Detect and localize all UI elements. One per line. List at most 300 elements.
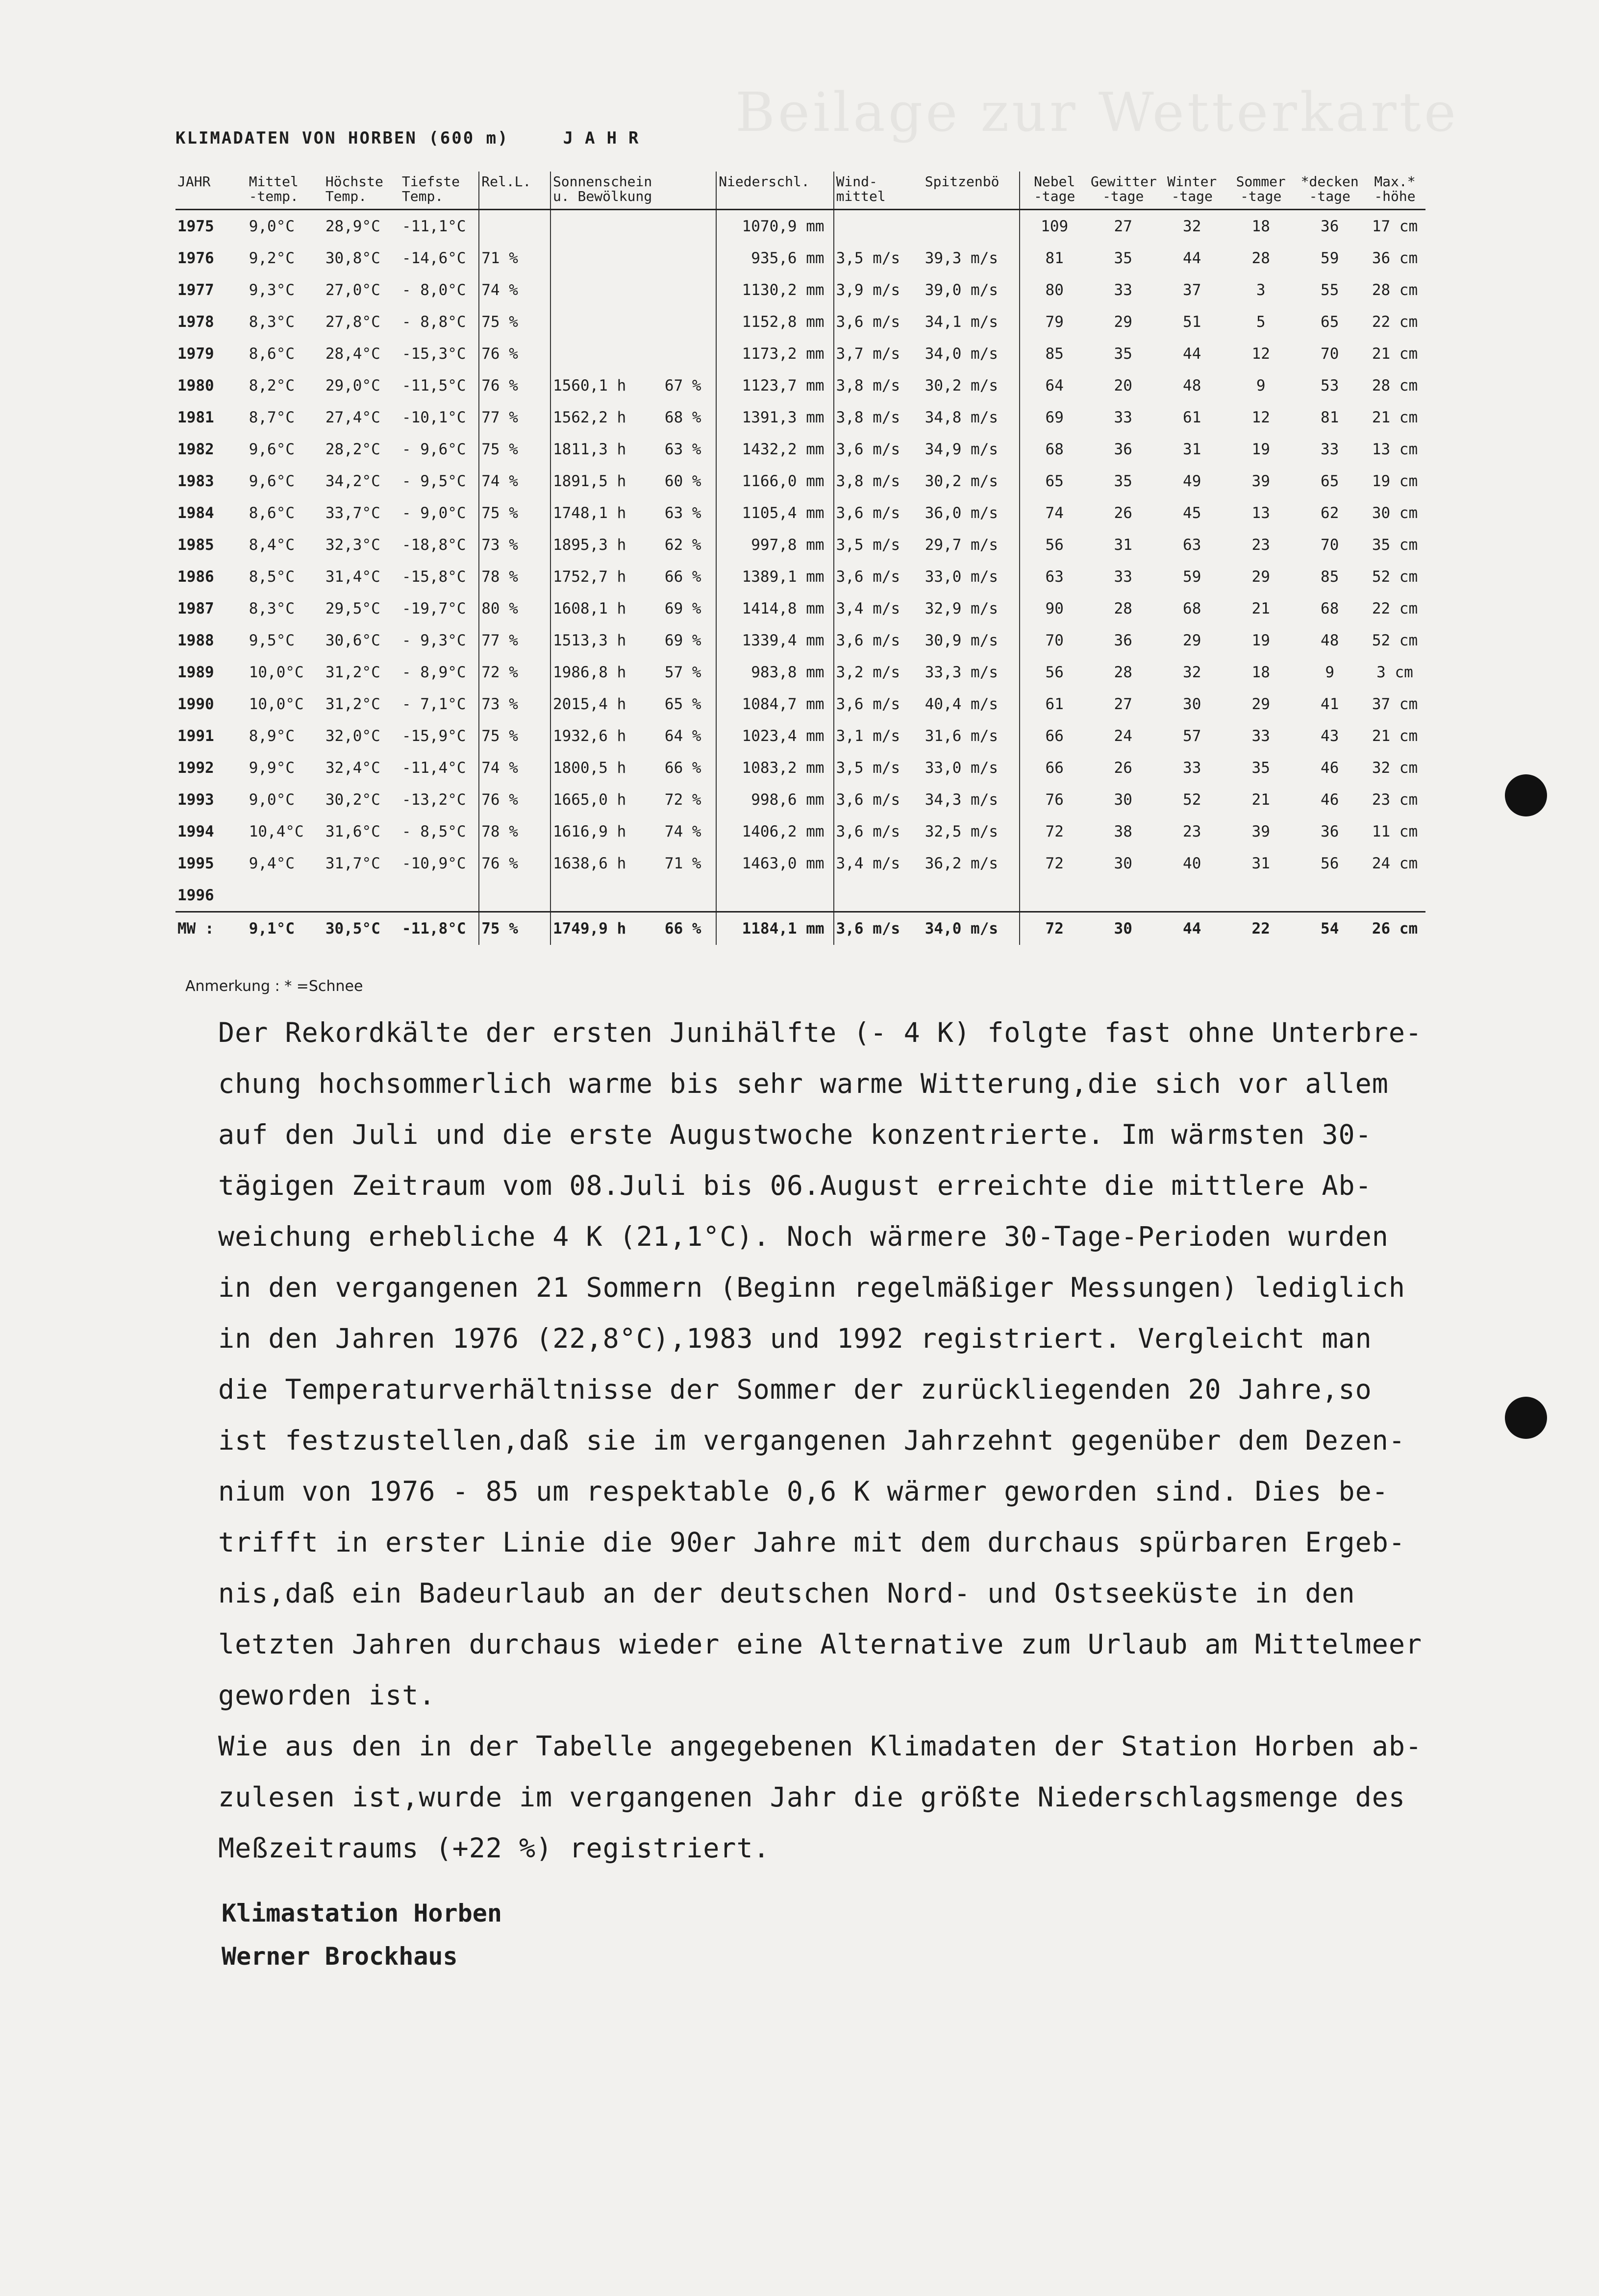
cell-fog: 72: [1045, 822, 1064, 840]
cell-rh: 75 %: [479, 306, 550, 338]
cell-max: 30,6°C: [325, 631, 380, 649]
column-header-line: -tage: [1240, 188, 1282, 204]
cell-snow: 46: [1321, 790, 1339, 809]
cell-summer: 9: [1256, 376, 1266, 395]
cell-wind: [834, 210, 923, 243]
cell-min: -14,6°C: [400, 242, 479, 274]
cell-cloud: 63 %: [663, 433, 716, 465]
cell-wind: 3,5 m/s: [836, 536, 900, 554]
table-row: [175, 210, 1425, 243]
cell-max: 28,9°C: [325, 217, 380, 235]
cell-mean: 8,5°C: [249, 568, 295, 586]
cell-snow: 46: [1321, 759, 1339, 777]
cell-cloud: 60 %: [663, 465, 716, 497]
column-header: [1089, 172, 1158, 210]
column-header-line: u. Bewölkung: [552, 188, 652, 204]
cell-mean: 10,0°C: [249, 695, 304, 713]
cell-min: - 7,1°C: [400, 688, 479, 720]
cell-sun: 1562,2 h: [552, 408, 626, 426]
cell-precip: 1389,1 mm: [716, 561, 833, 593]
table-row: [175, 624, 1425, 656]
cell-max: 34,2°C: [325, 472, 380, 490]
cell-winter: 31: [1183, 440, 1201, 458]
column-header-line: Höchste: [325, 173, 383, 190]
cell-gust: 34,3 m/s: [923, 784, 1020, 815]
cell-mean: 8,6°C: [249, 345, 295, 363]
cell-rh: 80 %: [479, 593, 550, 624]
cell-max: 27,4°C: [325, 408, 380, 426]
cell-min: -19,7°C: [400, 593, 479, 624]
mean-row: [175, 912, 1425, 945]
table-row: [175, 497, 1425, 529]
cell-max: 32,0°C: [325, 727, 380, 745]
cell-winter: 33: [1183, 759, 1201, 777]
cell-winter: 59: [1183, 568, 1201, 586]
text-line: in den Jahren 1976 (22,8°C),1983 und 1992 registriert. Vergleicht man: [218, 1323, 1372, 1354]
cell-snow: 62: [1321, 504, 1339, 522]
cell-snow: 36: [1321, 217, 1339, 235]
cell-precip: 1173,2 mm: [716, 338, 833, 370]
cell-snow: 9: [1325, 663, 1335, 681]
cell-snow: 41: [1321, 695, 1339, 713]
cell-snow: 55: [1321, 281, 1339, 299]
cell-min: -13,2°C: [400, 784, 479, 815]
cell-gust: 34,1 m/s: [923, 306, 1020, 338]
column-header-line: -temp.: [249, 188, 299, 204]
cell-gust: [923, 210, 1020, 243]
table-title: [175, 128, 650, 148]
cell-year: 1979: [177, 345, 214, 363]
cell-summer: 28: [1251, 249, 1270, 267]
text-line: die Temperaturverhältnisse der Sommer der zurückliegenden 20 Jahre,so: [218, 1374, 1372, 1405]
table-row: [175, 752, 1425, 784]
cell-wind: 3,8 m/s: [836, 408, 900, 426]
cell-gust: 30,2 m/s: [923, 370, 1020, 401]
cell-wind: 3,6 m/s: [836, 440, 900, 458]
cell-mean: 8,3°C: [249, 599, 295, 617]
cell-snow: 53: [1321, 376, 1339, 395]
cell-fog: 61: [1045, 695, 1064, 713]
cell-gust: 39,0 m/s: [923, 274, 1020, 306]
cell-year: 1984: [177, 504, 214, 522]
column-header-line: -tage: [1309, 188, 1350, 204]
cell-year: 1995: [177, 854, 214, 872]
column-header-line: -tage: [1171, 188, 1213, 204]
cell-thunder: 26: [1114, 759, 1132, 777]
cell-mean: 9,0°C: [249, 790, 295, 809]
cell-winter: 23: [1183, 822, 1201, 840]
cell-summer: 23: [1251, 536, 1270, 554]
cell-snowmax: 13 cm: [1372, 440, 1418, 458]
cell-snowmax: 22 cm: [1372, 313, 1418, 331]
cell-year: 1987: [177, 599, 214, 617]
cell-fog: 69: [1045, 408, 1064, 426]
cell-max: 30,5°C: [324, 912, 400, 945]
cell-sun: 1811,3 h: [552, 440, 626, 458]
cell-year: 1980: [177, 376, 214, 395]
cell-year: 1975: [177, 217, 214, 235]
cell-mean: 8,2°C: [249, 376, 295, 395]
cell-summer: 13: [1251, 504, 1270, 522]
cell-mean: 9,5°C: [249, 631, 295, 649]
cell-snow: 81: [1321, 408, 1339, 426]
cell-cloud: [663, 306, 716, 338]
cell-snow: 68: [1321, 599, 1339, 617]
cell-year: 1994: [177, 822, 214, 840]
cell-sun: 1752,7 h: [552, 568, 626, 586]
cell-sun: 1749,9 h: [550, 912, 663, 945]
cell-thunder: 30: [1114, 790, 1132, 809]
body-text: [218, 1007, 1423, 1874]
cell-cloud: 57 %: [663, 656, 716, 688]
cell-cloud: 66 %: [663, 912, 716, 945]
cell-precip: 997,8 mm: [716, 529, 833, 561]
text-line: tägigen Zeitraum vom 08.Juli bis 06.August erreichte die mittlere Ab-: [218, 1170, 1372, 1201]
column-header-line: Mittel: [249, 173, 299, 190]
cell-thunder: [1089, 879, 1158, 912]
cell-mean: 8,9°C: [249, 727, 295, 745]
cell-fog: 109: [1041, 217, 1069, 235]
cell-thunder: 27: [1114, 217, 1132, 235]
cell-year: 1996: [177, 886, 214, 904]
column-header-line: -tage: [1034, 188, 1075, 204]
cell-sun: [550, 338, 663, 370]
column-header-line: Gewitter: [1090, 173, 1157, 190]
cell-precip: 1084,7 mm: [716, 688, 833, 720]
cell-wind: [834, 879, 923, 912]
climate-table: [175, 172, 1425, 945]
cell-year: 1991: [177, 727, 214, 745]
text-line: nium von 1976 - 85 um respektable 0,6 K wärmer geworden sind. Dies be-: [218, 1476, 1389, 1507]
cell-precip: 1023,4 mm: [716, 720, 833, 752]
cell-winter: 44: [1183, 249, 1201, 267]
cell-winter: 40: [1183, 854, 1201, 872]
cell-summer: 21: [1251, 790, 1270, 809]
column-header-line: JAHR: [177, 173, 211, 190]
cell-wind: 3,5 m/s: [836, 249, 900, 267]
cell-rh: 75 %: [479, 720, 550, 752]
cell-snowmax: 52 cm: [1372, 568, 1418, 586]
cell-snowmax: 32 cm: [1372, 759, 1418, 777]
cell-precip: 1123,7 mm: [716, 370, 833, 401]
punch-hole-icon: [1505, 1397, 1547, 1439]
cell-fog: [1020, 879, 1089, 912]
cell-wind: 3,2 m/s: [836, 663, 900, 681]
cell-snowmax: 36 cm: [1372, 249, 1418, 267]
cell-wind: 3,6 m/s: [836, 695, 900, 713]
cell-summer: 3: [1256, 281, 1266, 299]
column-header-line: Temp.: [401, 188, 444, 204]
cell-wind: 3,1 m/s: [836, 727, 900, 745]
cell-wind: 3,6 m/s: [836, 631, 900, 649]
cell-mean: 9,2°C: [249, 249, 295, 267]
cell-max: 32,3°C: [325, 536, 380, 554]
cell-sun: 1891,5 h: [552, 472, 626, 490]
table-row: [175, 529, 1425, 561]
cell-sun: [550, 879, 663, 912]
cell-wind: 3,6 m/s: [836, 790, 900, 809]
column-header-line: Tiefste: [401, 173, 460, 190]
cell-fog: 68: [1045, 440, 1064, 458]
text-line: auf den Juli und die erste Augustwoche konzentrierte. Im wärmsten 30-: [218, 1119, 1372, 1150]
cell-year: 1992: [177, 759, 214, 777]
table-row: [175, 401, 1425, 433]
cell-max: 31,4°C: [325, 568, 380, 586]
cell-sun: [550, 306, 663, 338]
cell-min: -11,5°C: [400, 370, 479, 401]
cell-min: -18,8°C: [400, 529, 479, 561]
cell-gust: 36,2 m/s: [923, 847, 1020, 879]
cell-precip: 1463,0 mm: [716, 847, 833, 879]
cell-rh: [479, 210, 550, 243]
cell-year: 1989: [177, 663, 214, 681]
cell-rh: 76 %: [479, 338, 550, 370]
cell-precip: 998,6 mm: [716, 784, 833, 815]
cell-fog: 81: [1045, 249, 1064, 267]
cell-mean: 10,0°C: [249, 663, 304, 681]
text-line: zulesen ist,wurde im vergangenen Jahr die größte Niederschlagsmenge des: [218, 1781, 1406, 1813]
cell-summer: [1226, 879, 1296, 912]
cell-fog: 79: [1045, 313, 1064, 331]
cell-gust: 30,2 m/s: [923, 465, 1020, 497]
cell-snowmax: 28 cm: [1372, 376, 1418, 395]
cell-sun: 1665,0 h: [552, 790, 626, 809]
cell-year: 1976: [177, 249, 214, 267]
cell-max: 33,7°C: [325, 504, 380, 522]
cell-summer: 39: [1251, 822, 1270, 840]
cell-snowmax: 19 cm: [1372, 472, 1418, 490]
cell-min: - 9,3°C: [400, 624, 479, 656]
text-line: trifft in erster Linie die 90er Jahre mit dem durchaus spürbaren Ergeb-: [218, 1527, 1406, 1558]
cell-rh: 75 %: [479, 433, 550, 465]
cell-thunder: 38: [1114, 822, 1132, 840]
cell-snow: 59: [1321, 249, 1339, 267]
column-header: [400, 172, 479, 210]
cell-thunder: 31: [1114, 536, 1132, 554]
text-line: Meßzeitraums (+22 %) registriert.: [218, 1832, 770, 1864]
cell-max: 31,2°C: [325, 663, 380, 681]
cell-fog: 72: [1045, 854, 1064, 872]
cell-max: 31,6°C: [325, 822, 380, 840]
cell-mean: 9,3°C: [249, 281, 295, 299]
cell-gust: 33,0 m/s: [923, 561, 1020, 593]
cell-summer: 21: [1251, 599, 1270, 617]
cell-sun: [550, 274, 663, 306]
column-header: [716, 172, 833, 210]
cell-precip: 983,8 mm: [716, 656, 833, 688]
text-line: geworden ist.: [218, 1679, 436, 1711]
cell-year: 1986: [177, 568, 214, 586]
column-header-line: -höhe: [1374, 188, 1416, 204]
signature-station: Klimastation Horben: [222, 1899, 502, 1927]
cell-sun: 1748,1 h: [552, 504, 626, 522]
table-row: [175, 242, 1425, 274]
cell-thunder: 29: [1114, 313, 1132, 331]
column-header-line: Max.*: [1374, 173, 1416, 190]
cell-min: -10,9°C: [400, 847, 479, 879]
cell-year: 1988: [177, 631, 214, 649]
cell-precip: 1432,2 mm: [716, 433, 833, 465]
cell-summer: 5: [1256, 313, 1266, 331]
cell-rh: 78 %: [479, 561, 550, 593]
cell-wind: 3,6 m/s: [836, 504, 900, 522]
cell-thunder: 30: [1114, 854, 1132, 872]
table-row: [175, 465, 1425, 497]
cell-fog: 56: [1045, 663, 1064, 681]
cell-min: -11,1°C: [400, 210, 479, 243]
cell-rh: 76 %: [479, 847, 550, 879]
column-header-line: Niederschl.: [719, 173, 810, 190]
cell-rh: 76 %: [479, 784, 550, 815]
cell-wind: 3,6 m/s: [836, 313, 900, 331]
header-row: [175, 172, 1425, 210]
cell-cloud: 67 %: [663, 370, 716, 401]
cell-year: 1977: [177, 281, 214, 299]
cell-winter: 61: [1183, 408, 1201, 426]
cell-thunder: 24: [1114, 727, 1132, 745]
table-row: [175, 306, 1425, 338]
cell-rh: 74 %: [479, 465, 550, 497]
punch-hole-icon: [1505, 774, 1547, 816]
cell-max: 29,5°C: [325, 599, 380, 617]
column-header: [1020, 172, 1089, 210]
cell-year: 1990: [177, 695, 214, 713]
cell-cloud: [663, 879, 716, 912]
cell-mean: 9,0°C: [249, 217, 295, 235]
cell-rh: 75 %: [479, 497, 550, 529]
cell-gust: 34,0 m/s: [923, 912, 1020, 945]
cell-mean: 8,4°C: [249, 536, 295, 554]
cell-summer: 19: [1251, 440, 1270, 458]
cell-snowmax: 28 cm: [1372, 281, 1418, 299]
column-header: [923, 172, 1020, 210]
cell-mean: 9,9°C: [249, 759, 295, 777]
cell-snow: 85: [1321, 568, 1339, 586]
cell-wind: 3,8 m/s: [836, 472, 900, 490]
cell-max: 27,8°C: [325, 313, 380, 331]
cell-summer: 19: [1251, 631, 1270, 649]
cell-rh: 78 %: [479, 815, 550, 847]
cell-thunder: 35: [1114, 249, 1132, 267]
cell-fog: 63: [1045, 568, 1064, 586]
column-header: [1226, 172, 1296, 210]
table-row: [175, 784, 1425, 815]
cell-min: -15,3°C: [400, 338, 479, 370]
cell-cloud: 66 %: [663, 752, 716, 784]
table-row: [175, 593, 1425, 624]
cell-fog: 76: [1045, 790, 1064, 809]
cell-winter: 30: [1183, 695, 1201, 713]
table-row: [175, 274, 1425, 306]
cell-summer: 12: [1251, 408, 1270, 426]
cell-summer: 29: [1251, 568, 1270, 586]
cell-snow: 33: [1321, 440, 1339, 458]
cell-thunder: 36: [1114, 631, 1132, 649]
column-header: [1364, 172, 1425, 210]
column-header-line: Temp.: [325, 188, 367, 204]
column-header: [324, 172, 400, 210]
title-period: JAHR: [563, 128, 650, 148]
cell-snow: 56: [1321, 854, 1339, 872]
cell-sun: 1608,1 h: [552, 599, 626, 617]
cell-cloud: [663, 242, 716, 274]
cell-max: 30,8°C: [325, 249, 380, 267]
column-header: [834, 172, 923, 210]
cell-gust: 31,6 m/s: [923, 720, 1020, 752]
cell-mean: 8,7°C: [249, 408, 295, 426]
cell-sun: 2015,4 h: [552, 695, 626, 713]
cell-thunder: 20: [1114, 376, 1132, 395]
cell-min: - 8,8°C: [400, 306, 479, 338]
cell-max: 31,7°C: [325, 854, 380, 872]
cell-year: 1981: [177, 408, 214, 426]
column-header-line: Nebel: [1034, 173, 1075, 190]
cell-thunder: 33: [1114, 281, 1132, 299]
cell-max: 28,2°C: [325, 440, 380, 458]
cell-gust: 39,3 m/s: [923, 242, 1020, 274]
cell-summer: 22: [1226, 912, 1296, 945]
cell-min: -15,9°C: [400, 720, 479, 752]
cell-sun: 1616,9 h: [552, 822, 626, 840]
cell-gust: 36,0 m/s: [923, 497, 1020, 529]
cell-min: -11,8°C: [400, 912, 479, 945]
table-row: [175, 720, 1425, 752]
cell-precip: 1166,0 mm: [716, 465, 833, 497]
signature-author: Werner Brockhaus: [222, 1942, 458, 1971]
cell-gust: 32,9 m/s: [923, 593, 1020, 624]
cell-sun: 1513,3 h: [552, 631, 626, 649]
cell-fog: 74: [1045, 504, 1064, 522]
column-header-line: Sonnenschein: [552, 173, 652, 190]
cell-thunder: 35: [1114, 472, 1132, 490]
table-row: [175, 879, 1425, 912]
cell-mean: 9,1°C: [247, 912, 324, 945]
cell-min: [400, 879, 479, 912]
cell-snow: [1295, 879, 1364, 912]
cell-snow: 70: [1321, 345, 1339, 363]
cell-gust: 34,8 m/s: [923, 401, 1020, 433]
cell-rh: 76 %: [479, 370, 550, 401]
cell-winter: 44: [1183, 345, 1201, 363]
cell-wind: 3,8 m/s: [836, 376, 900, 395]
cell-wind: 3,4 m/s: [836, 854, 900, 872]
table-row: [175, 688, 1425, 720]
cell-fog: 70: [1045, 631, 1064, 649]
column-header: [175, 172, 247, 210]
column-header-line: Spitzenbö: [924, 173, 999, 190]
cell-winter: 45: [1183, 504, 1201, 522]
cell-snow: 48: [1321, 631, 1339, 649]
cell-sun: 1932,6 h: [552, 727, 626, 745]
cell-cloud: [663, 274, 716, 306]
cell-precip: 1130,2 mm: [716, 274, 833, 306]
cell-winter: 44: [1157, 912, 1226, 945]
signature-block: [222, 1892, 502, 1978]
table-row: [175, 815, 1425, 847]
text-line: weichung erhebliche 4 K (21,1°C). Noch wärmere 30-Tage-Perioden wurden: [218, 1221, 1389, 1252]
cell-wind: 3,6 m/s: [836, 568, 900, 586]
cell-fog: 90: [1045, 599, 1064, 617]
cell-min: - 8,0°C: [400, 274, 479, 306]
cell-rh: 74 %: [479, 274, 550, 306]
cell-summer: 18: [1251, 217, 1270, 235]
cell-winter: 68: [1183, 599, 1201, 617]
cell-precip: 935,6 mm: [716, 242, 833, 274]
cell-fog: 72: [1020, 912, 1089, 945]
cell-thunder: 36: [1114, 440, 1132, 458]
cell-min: - 9,0°C: [400, 497, 479, 529]
cell-snowmax: 52 cm: [1372, 631, 1418, 649]
